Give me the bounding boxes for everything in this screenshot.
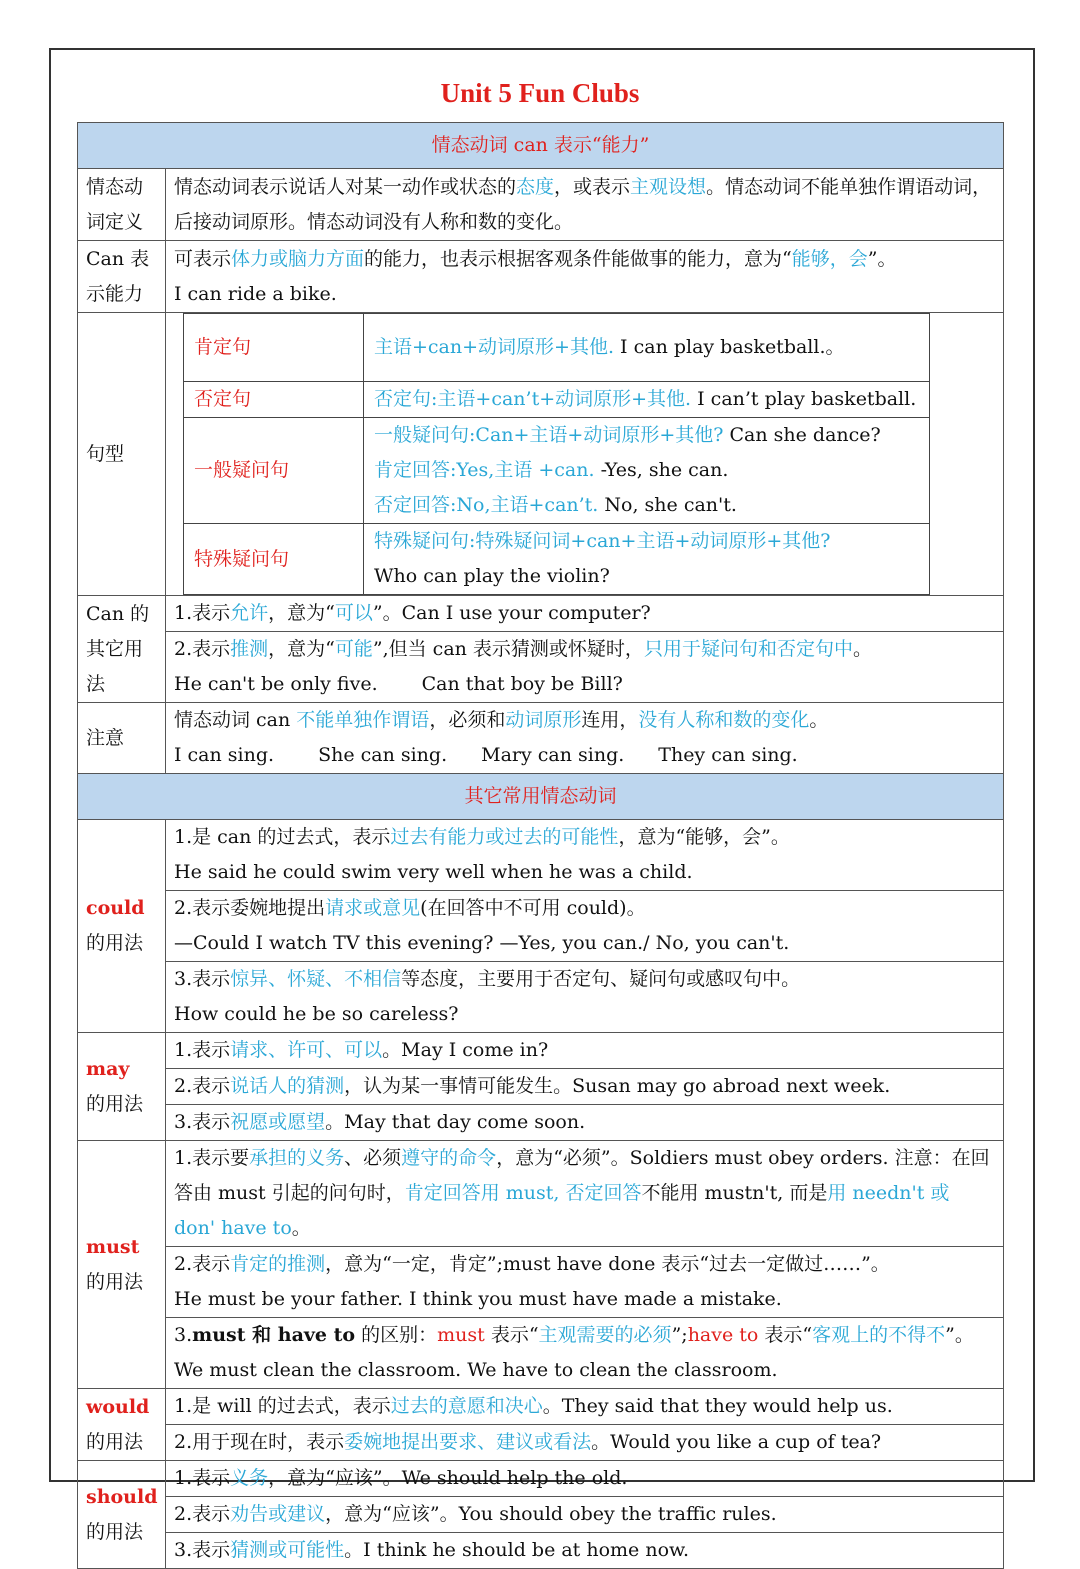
pattern-negative-label: 否定句 — [184, 382, 364, 418]
pattern-yesno: 一般疑问句:Can+主语+动词原形+其他? Can she dance? 肯定回答:Yes,主语 +can. -Yes, she can. 否定回答:No,主语+can’t. No, she can't. — [364, 418, 930, 524]
may-use-3: 3.表示祝愿或愿望。May that day come soon. — [166, 1105, 1004, 1141]
other-use-1: 1.表示允许，意为“可以”。Can I use your computer? — [166, 596, 1004, 632]
may-use-2: 2.表示说话人的猜测，认为某一事情可能发生。Susan may go abroad next week. — [166, 1069, 1004, 1105]
row-label-should: should 的用法 — [78, 1461, 166, 1569]
note-text: 情态动词 can 不能单独作谓语，必须和动词原形连用，没有人称和数的变化。 I can sing. She can sing. Mary can sing. They can sing. — [166, 703, 1004, 774]
should-use-3: 3.表示猜测或可能性。I think he should be at home now. — [166, 1533, 1004, 1569]
grammar-table — [77, 122, 1004, 1569]
pattern-negative: 否定句:主语+can’t+动词原形+其他. I can’t play basketball. — [364, 382, 930, 418]
would-use-1: 1.是 will 的过去式，表示过去的意愿和决心。They said that they would help us. — [166, 1389, 1004, 1425]
row-label-definition: 情态动词定义 — [78, 169, 166, 241]
page-title: Unit 5 Fun Clubs — [440, 78, 640, 108]
row-label-could: could 的用法 — [78, 820, 166, 1033]
pattern-affirmative: 主语+can+动词原形+其他. I can play basketball.。 — [364, 314, 930, 382]
row-label-patterns: 句型 — [78, 313, 166, 596]
may-use-1: 1.表示请求、许可、可以。May I come in? — [166, 1033, 1004, 1069]
row-label-other-uses: Can 的其它用法 — [78, 596, 166, 703]
pattern-wh-label: 特殊疑问句 — [184, 524, 364, 595]
section-header-can: 情态动词 can 表示“能力” — [78, 123, 1004, 169]
could-use-1: 1.是 can 的过去式，表示过去有能力或过去的可能性，意为“能够，会”。 He said he could swim very well when he was a child. — [166, 820, 1004, 891]
pattern-affirmative-label: 肯定句 — [184, 314, 364, 382]
sentence-pattern-table — [183, 313, 930, 595]
must-use-1: 1.表示要承担的义务、必须遵守的命令，意为“必须”。Soldiers must obey orders. 注意：在回答由 must 引起的问句时，肯定回答用 must, 否定回答不能用 mustn't, 而是用 needn't 或 don' have to。 — [166, 1141, 1004, 1247]
pattern-yesno-label: 一般疑问句 — [184, 418, 364, 524]
ability-text: 可表示体力或脑力方面的能力，也表示根据客观条件能做事的能力，意为“能够，会”。 I can ride a bike. — [166, 241, 1004, 313]
ability-example: I can ride a bike. — [174, 282, 337, 305]
definition-text: 情态动词表示说话人对某一动作或状态的态度，或表示主观设想。情态动词不能单独作谓语动词，后接动词原形。情态动词没有人称和数的变化。 — [166, 169, 1004, 241]
row-label-would: would 的用法 — [78, 1389, 166, 1461]
row-label-must: must 的用法 — [78, 1141, 166, 1389]
would-use-2: 2.用于现在时，表示委婉地提出要求、建议或看法。Would you like a cup of tea? — [166, 1425, 1004, 1461]
section-header-other-modals: 其它常用情态动词 — [78, 774, 1004, 820]
row-label-may: may 的用法 — [78, 1033, 166, 1141]
should-use-2: 2.表示劝告或建议，意为“应该”。You should obey the traffic rules. — [166, 1497, 1004, 1533]
could-use-2: 2.表示委婉地提出请求或意见(在回答中不可用 could)。 —Could I watch TV this evening? —Yes, you can./ No, you can't. — [166, 891, 1004, 962]
row-label-note: 注意 — [78, 703, 166, 774]
should-use-1: 1.表示义务，意为“应该”。We should help the old. — [166, 1461, 1004, 1497]
could-use-3: 3.表示惊异、怀疑、不相信等态度，主要用于否定句、疑问句或感叹句中。 How could he be so careless? — [166, 962, 1004, 1033]
row-label-ability: Can 表示能力 — [78, 241, 166, 313]
must-use-2: 2.表示肯定的推测，意为“一定，肯定”;must have done 表示“过去一定做过……”。 He must be your father. I think you must have made a mistake. — [166, 1247, 1004, 1318]
must-use-3: 3.must 和 have to 的区别：must 表示“主观需要的必须”;have to 表示“客观上的不得不”。We must clean the classroom. We have to clean the classroom. — [166, 1318, 1004, 1389]
other-use-2: 2.表示推测，意为“可能”,但当 can 表示猜测或怀疑时，只用于疑问句和否定句中。 He can't be only five. Can that boy be Bill? — [166, 632, 1004, 703]
pattern-wh: 特殊疑问句:特殊疑问词+can+主语+动词原形+其他? Who can play the violin? — [364, 524, 930, 595]
